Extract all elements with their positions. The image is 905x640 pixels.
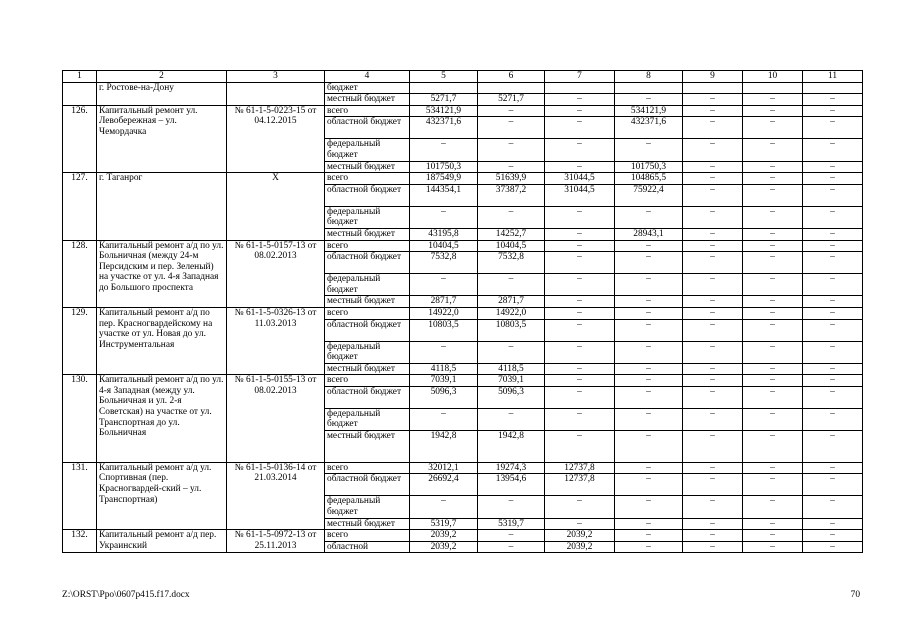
amount-cell: – xyxy=(803,240,863,252)
amount-cell: 5096,3 xyxy=(410,386,478,408)
amount-cell: 12737,8 xyxy=(545,462,615,474)
amount-cell: – xyxy=(803,139,863,161)
amount-cell: – xyxy=(683,496,743,518)
funding-source: областной xyxy=(325,541,410,553)
amount-cell: – xyxy=(743,296,803,308)
amount-cell: – xyxy=(410,408,478,430)
amount-cell: – xyxy=(545,105,615,117)
amount-cell: – xyxy=(803,105,863,117)
amount-cell: 7532,8 xyxy=(478,252,545,274)
item-number: 126. xyxy=(63,105,97,172)
funding-source: областной бюджет xyxy=(325,117,410,139)
amount-cell: – xyxy=(803,94,863,106)
amount-cell: – xyxy=(803,296,863,308)
amount-cell: – xyxy=(803,386,863,408)
column-number-6: 6 xyxy=(478,71,545,83)
amount-cell: – xyxy=(743,530,803,542)
amount-cell: – xyxy=(478,408,545,430)
amount-cell: – xyxy=(478,117,545,139)
funding-source: федеральный бюджет xyxy=(325,274,410,296)
funding-source: федеральный бюджет xyxy=(325,139,410,161)
amount-cell: 2039,2 xyxy=(410,530,478,542)
funding-source: местный бюджет xyxy=(325,518,410,530)
amount-cell: – xyxy=(683,184,743,206)
page-number: 70 xyxy=(850,590,860,600)
amount-cell: – xyxy=(803,274,863,296)
amount-cell: 14252,7 xyxy=(478,228,545,240)
amount-cell: – xyxy=(803,375,863,387)
amount-cell: – xyxy=(803,184,863,206)
amount-cell: – xyxy=(615,474,683,496)
amount-cell: – xyxy=(545,240,615,252)
amount-cell: 1942,8 xyxy=(478,431,545,463)
amount-cell: – xyxy=(410,341,478,363)
amount-cell: – xyxy=(743,307,803,319)
amount-cell: – xyxy=(803,496,863,518)
amount-cell: – xyxy=(615,496,683,518)
amount-cell: – xyxy=(803,341,863,363)
amount-cell xyxy=(803,82,863,94)
expertise-document xyxy=(227,82,325,105)
funding-source: бюджет xyxy=(325,82,410,94)
amount-cell: 432371,6 xyxy=(410,117,478,139)
amount-cell: – xyxy=(545,296,615,308)
amount-cell: – xyxy=(683,161,743,173)
funding-source: федеральный бюджет xyxy=(325,206,410,228)
expertise-document: № 61-1-5-0155-13 от 08.02.2013 xyxy=(227,375,325,463)
column-number-9: 9 xyxy=(683,71,743,83)
amount-cell: – xyxy=(615,240,683,252)
funding-source: всего xyxy=(325,173,410,185)
amount-cell: – xyxy=(743,206,803,228)
amount-cell: 104865,5 xyxy=(615,173,683,185)
amount-cell: – xyxy=(545,161,615,173)
amount-cell: – xyxy=(478,496,545,518)
column-number-8: 8 xyxy=(615,71,683,83)
column-number-11: 11 xyxy=(803,71,863,83)
amount-cell xyxy=(545,82,615,94)
amount-cell: – xyxy=(683,139,743,161)
amount-cell: 101750,3 xyxy=(410,161,478,173)
header-row xyxy=(63,71,863,83)
funding-source: областной бюджет xyxy=(325,252,410,274)
object-name: г. Ростове-на-Дону xyxy=(97,82,227,105)
amount-cell: – xyxy=(803,228,863,240)
amount-cell xyxy=(615,82,683,94)
object-name: Капитальный ремонт а/д по пер. Красногвардейскому на участке от ул. Новая до ул. Инструментальная xyxy=(97,307,227,374)
amount-cell: – xyxy=(615,541,683,553)
amount-cell: – xyxy=(545,363,615,375)
amount-cell: – xyxy=(545,252,615,274)
column-number-3: 3 xyxy=(227,71,325,83)
funding-source: всего xyxy=(325,375,410,387)
amount-cell: – xyxy=(743,431,803,463)
amount-cell: – xyxy=(743,274,803,296)
amount-cell: 5319,7 xyxy=(410,518,478,530)
amount-cell: – xyxy=(615,307,683,319)
amount-cell: – xyxy=(743,117,803,139)
amount-cell: – xyxy=(545,94,615,106)
column-number-5: 5 xyxy=(410,71,478,83)
table-row xyxy=(63,105,863,117)
expertise-document: № 61-1-5-0972-13 от 25.11.2013 xyxy=(227,530,325,553)
expertise-document: № 61-1-5-0136-14 от 21.03.2014 xyxy=(227,462,325,529)
amount-cell: – xyxy=(478,530,545,542)
amount-cell: – xyxy=(478,541,545,553)
amount-cell: – xyxy=(478,105,545,117)
amount-cell: 101750,3 xyxy=(615,161,683,173)
funding-source: местный бюджет xyxy=(325,431,410,463)
amount-cell: 2039,2 xyxy=(410,541,478,553)
amount-cell: – xyxy=(743,518,803,530)
funding-source: местный бюджет xyxy=(325,228,410,240)
amount-cell: 28943,1 xyxy=(615,228,683,240)
funding-source: федеральный бюджет xyxy=(325,496,410,518)
table-row xyxy=(63,240,863,252)
funding-source: местный бюджет xyxy=(325,296,410,308)
funding-source: всего xyxy=(325,240,410,252)
amount-cell xyxy=(683,82,743,94)
amount-cell: – xyxy=(545,386,615,408)
expertise-document: Х xyxy=(227,173,325,240)
amount-cell: – xyxy=(478,206,545,228)
amount-cell: – xyxy=(803,530,863,542)
table-row xyxy=(63,173,863,185)
funding-source: областной бюджет xyxy=(325,184,410,206)
amount-cell: – xyxy=(743,541,803,553)
document-page xyxy=(62,70,862,578)
amount-cell: – xyxy=(743,252,803,274)
amount-cell: – xyxy=(803,408,863,430)
amount-cell: 187549,9 xyxy=(410,173,478,185)
amount-cell: 5319,7 xyxy=(478,518,545,530)
object-name: Капитальный ремонт а/д пер. Украинский xyxy=(97,530,227,553)
table-row xyxy=(63,307,863,319)
amount-cell xyxy=(410,82,478,94)
amount-cell: – xyxy=(743,240,803,252)
amount-cell: – xyxy=(615,408,683,430)
amount-cell: – xyxy=(545,206,615,228)
amount-cell: – xyxy=(615,206,683,228)
amount-cell: – xyxy=(743,161,803,173)
amount-cell: 4118,5 xyxy=(410,363,478,375)
item-number: 127. xyxy=(63,173,97,240)
amount-cell: – xyxy=(683,408,743,430)
amount-cell: – xyxy=(545,408,615,430)
amount-cell: – xyxy=(545,375,615,387)
amount-cell: – xyxy=(683,363,743,375)
amount-cell: 10803,5 xyxy=(478,319,545,341)
expertise-document: № 61-1-5-0157-13 от 08.02.2013 xyxy=(227,240,325,307)
amount-cell: – xyxy=(683,431,743,463)
amount-cell: – xyxy=(545,431,615,463)
amount-cell: – xyxy=(410,206,478,228)
amount-cell: – xyxy=(803,541,863,553)
item-number xyxy=(63,82,97,105)
funding-source: местный бюджет xyxy=(325,94,410,106)
amount-cell: – xyxy=(683,296,743,308)
amount-cell: – xyxy=(615,530,683,542)
amount-cell: – xyxy=(615,94,683,106)
amount-cell: 31044,5 xyxy=(545,184,615,206)
amount-cell: – xyxy=(615,462,683,474)
amount-cell: – xyxy=(683,474,743,496)
amount-cell: – xyxy=(743,341,803,363)
item-number: 130. xyxy=(63,375,97,463)
amount-cell: – xyxy=(743,228,803,240)
funding-source: всего xyxy=(325,105,410,117)
amount-cell: – xyxy=(683,386,743,408)
amount-cell: 534121,9 xyxy=(410,105,478,117)
amount-cell: – xyxy=(683,274,743,296)
amount-cell: – xyxy=(683,341,743,363)
expertise-document: № 61-1-5-0223-15 от 04.12.2015 xyxy=(227,105,325,172)
amount-cell: 2871,7 xyxy=(410,296,478,308)
amount-cell: – xyxy=(478,139,545,161)
table-row xyxy=(63,530,863,542)
amount-cell: – xyxy=(545,274,615,296)
amount-cell: – xyxy=(545,228,615,240)
amount-cell: – xyxy=(683,206,743,228)
amount-cell: – xyxy=(683,173,743,185)
funding-source: всего xyxy=(325,462,410,474)
amount-cell: 10803,5 xyxy=(410,319,478,341)
amount-cell: – xyxy=(803,319,863,341)
amount-cell: – xyxy=(615,252,683,274)
amount-cell: 75922,4 xyxy=(615,184,683,206)
object-name: Капитальный ремонт а/д ул. Спортивная (пер. Красногвардей-ский – ул. Транспортная) xyxy=(97,462,227,529)
amount-cell: – xyxy=(410,496,478,518)
amount-cell: 31044,5 xyxy=(545,173,615,185)
table-row xyxy=(63,82,863,94)
amount-cell: – xyxy=(803,363,863,375)
object-name: Капитальный ремонт а/д по ул. 4-я Западная (между ул. Больничная и ул. 2-я Советская) на участке от ул. Транспортная до ул. Больничная xyxy=(97,375,227,463)
amount-cell: – xyxy=(545,319,615,341)
amount-cell: 144354,1 xyxy=(410,184,478,206)
amount-cell: – xyxy=(743,363,803,375)
amount-cell: – xyxy=(683,252,743,274)
amount-cell: – xyxy=(743,139,803,161)
funding-source: всего xyxy=(325,307,410,319)
amount-cell: 5271,7 xyxy=(410,94,478,106)
amount-cell xyxy=(478,82,545,94)
funding-source: федеральный бюджет xyxy=(325,408,410,430)
amount-cell: 5271,7 xyxy=(478,94,545,106)
amount-cell: – xyxy=(615,518,683,530)
object-name: Капитальный ремонт ул. Левобережная – ул. Чемордачка xyxy=(97,105,227,172)
budget-table xyxy=(62,70,863,553)
amount-cell: 2039,2 xyxy=(545,541,615,553)
amount-cell: – xyxy=(683,530,743,542)
amount-cell: – xyxy=(803,474,863,496)
amount-cell: 12737,8 xyxy=(545,474,615,496)
amount-cell: 13954,6 xyxy=(478,474,545,496)
amount-cell: 2039,2 xyxy=(545,530,615,542)
item-number: 129. xyxy=(63,307,97,374)
amount-cell: – xyxy=(683,240,743,252)
amount-cell: – xyxy=(683,117,743,139)
amount-cell: – xyxy=(683,541,743,553)
column-number-10: 10 xyxy=(743,71,803,83)
column-number-2: 2 xyxy=(97,71,227,83)
amount-cell: – xyxy=(683,94,743,106)
amount-cell: 7039,1 xyxy=(478,375,545,387)
amount-cell: – xyxy=(478,274,545,296)
amount-cell: – xyxy=(803,161,863,173)
item-number: 128. xyxy=(63,240,97,307)
amount-cell: – xyxy=(683,462,743,474)
amount-cell: 2871,7 xyxy=(478,296,545,308)
amount-cell: – xyxy=(743,319,803,341)
amount-cell: – xyxy=(545,518,615,530)
amount-cell: – xyxy=(803,206,863,228)
amount-cell: – xyxy=(683,228,743,240)
amount-cell: – xyxy=(683,319,743,341)
funding-source: областной бюджет xyxy=(325,319,410,341)
amount-cell: – xyxy=(615,139,683,161)
item-number: 132. xyxy=(63,530,97,553)
amount-cell: – xyxy=(803,518,863,530)
amount-cell: – xyxy=(743,184,803,206)
column-number-7: 7 xyxy=(545,71,615,83)
amount-cell: 19274,3 xyxy=(478,462,545,474)
amount-cell: 10404,5 xyxy=(410,240,478,252)
file-path-footer: Z:\ORST\Ppo\0607p415.f17.docx xyxy=(62,590,190,600)
amount-cell: 4118,5 xyxy=(478,363,545,375)
amount-cell: 26692,4 xyxy=(410,474,478,496)
funding-source: всего xyxy=(325,530,410,542)
funding-source: областной бюджет xyxy=(325,386,410,408)
amount-cell: – xyxy=(803,252,863,274)
amount-cell: 5096,3 xyxy=(478,386,545,408)
amount-cell: 32012,1 xyxy=(410,462,478,474)
amount-cell: – xyxy=(615,431,683,463)
amount-cell: – xyxy=(545,496,615,518)
amount-cell: – xyxy=(478,161,545,173)
amount-cell: 7039,1 xyxy=(410,375,478,387)
amount-cell: – xyxy=(615,296,683,308)
amount-cell: – xyxy=(743,105,803,117)
item-number: 131. xyxy=(63,462,97,529)
table-row xyxy=(63,462,863,474)
amount-cell: – xyxy=(545,307,615,319)
amount-cell: – xyxy=(743,408,803,430)
amount-cell: – xyxy=(743,173,803,185)
amount-cell: 14922,0 xyxy=(478,307,545,319)
amount-cell: 432371,6 xyxy=(615,117,683,139)
amount-cell: – xyxy=(615,363,683,375)
column-number-1: 1 xyxy=(63,71,97,83)
object-name: Капитальный ремонт а/д по ул. Больничная (между 24-м Персидским и пер. Зеленый) на участке от ул. 4-я Западная до Большого проспекта xyxy=(97,240,227,307)
amount-cell: – xyxy=(615,274,683,296)
object-name: г. Таганрог xyxy=(97,173,227,240)
amount-cell: 43195,8 xyxy=(410,228,478,240)
funding-source: федеральный бюджет xyxy=(325,341,410,363)
amount-cell: – xyxy=(803,173,863,185)
amount-cell: – xyxy=(615,319,683,341)
table-row xyxy=(63,375,863,387)
amount-cell: – xyxy=(545,139,615,161)
amount-cell: 1942,8 xyxy=(410,431,478,463)
amount-cell: – xyxy=(545,341,615,363)
amount-cell: – xyxy=(743,375,803,387)
amount-cell: – xyxy=(615,375,683,387)
amount-cell: – xyxy=(410,274,478,296)
column-number-4: 4 xyxy=(325,71,410,83)
amount-cell: – xyxy=(683,375,743,387)
amount-cell: – xyxy=(743,94,803,106)
amount-cell: – xyxy=(615,386,683,408)
expertise-document: № 61-1-5-0326-13 от 11.03.2013 xyxy=(227,307,325,374)
amount-cell: – xyxy=(743,474,803,496)
amount-cell: 534121,9 xyxy=(615,105,683,117)
amount-cell: – xyxy=(545,117,615,139)
amount-cell: 14922,0 xyxy=(410,307,478,319)
funding-source: местный бюджет xyxy=(325,363,410,375)
amount-cell: – xyxy=(803,462,863,474)
amount-cell: – xyxy=(615,341,683,363)
funding-source: местный бюджет xyxy=(325,161,410,173)
amount-cell: 37387,2 xyxy=(478,184,545,206)
amount-cell: – xyxy=(478,341,545,363)
amount-cell: – xyxy=(683,518,743,530)
amount-cell: – xyxy=(743,386,803,408)
amount-cell: – xyxy=(683,105,743,117)
funding-source: областной бюджет xyxy=(325,474,410,496)
amount-cell: – xyxy=(743,496,803,518)
amount-cell: – xyxy=(683,307,743,319)
amount-cell: – xyxy=(803,117,863,139)
amount-cell: 51639,9 xyxy=(478,173,545,185)
amount-cell: 7532,8 xyxy=(410,252,478,274)
amount-cell xyxy=(743,82,803,94)
amount-cell: – xyxy=(743,462,803,474)
amount-cell: – xyxy=(803,431,863,463)
amount-cell: – xyxy=(803,307,863,319)
amount-cell: – xyxy=(410,139,478,161)
amount-cell: 10404,5 xyxy=(478,240,545,252)
